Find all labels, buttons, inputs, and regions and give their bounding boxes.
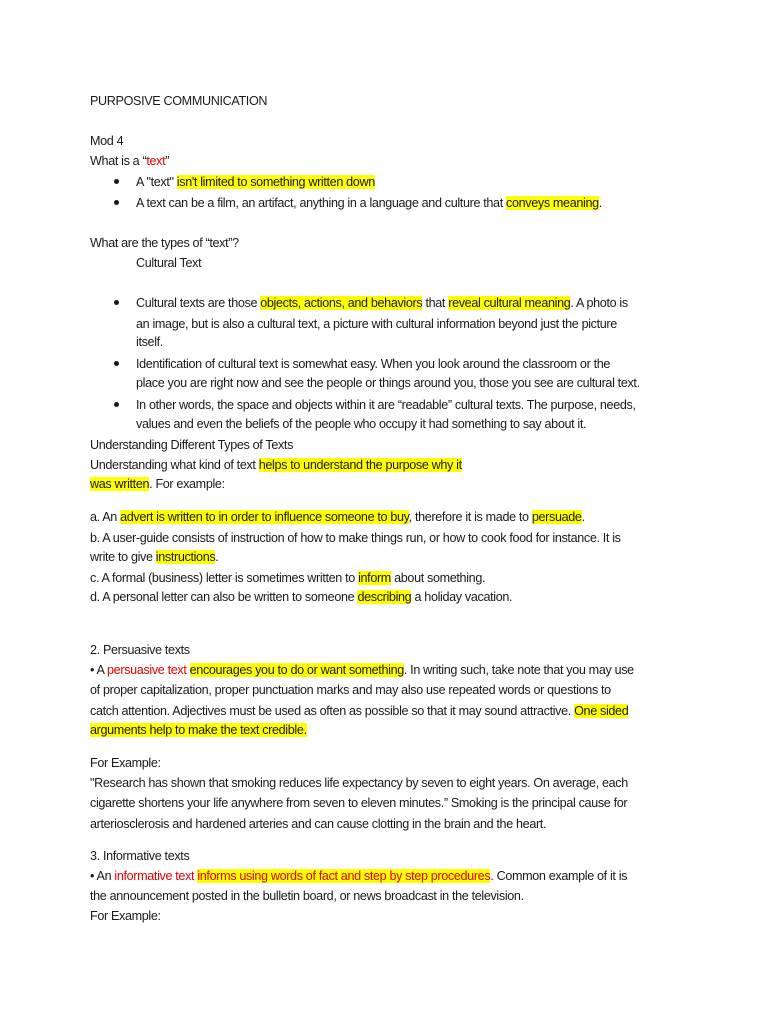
- text-run: Cultural texts are those: [136, 296, 261, 310]
- section-heading: 2. Persuasive texts: [90, 643, 190, 657]
- text-run: c. A formal (business) letter is sometimes written to: [90, 571, 359, 585]
- text-run: Understanding what kind of text: [90, 458, 259, 472]
- bullet-item: [136, 174, 375, 190]
- highlight-text: arguments help to make the text credible.: [90, 723, 307, 737]
- paragraph-line: [90, 703, 628, 719]
- highlight-text: advert is written to in order to influence someone to buy: [120, 510, 409, 524]
- bullet-continuation: place you are right now and see the people or things around you, those you see are cultural text.: [136, 376, 640, 390]
- example-c: [90, 570, 485, 586]
- bullet-continuation: values and even the beliefs of the people who occupy it had something to say about it.: [136, 417, 587, 431]
- paragraph-line: [90, 662, 634, 678]
- highlight-text: reveal cultural meaning: [448, 296, 571, 310]
- section-heading: 3. Informative texts: [90, 849, 190, 863]
- bullet-icon: [114, 356, 122, 364]
- document-title: PURPOSIVE COMMUNICATION: [90, 94, 268, 108]
- bullet-icon: [114, 295, 122, 303]
- text-run: catch attention. Adjectives must be used as often as possible so that it may sound attractive.: [90, 704, 575, 718]
- bullet-item: [136, 295, 628, 311]
- paragraph-line: arteriosclerosis and hardened arteries and can cause clotting in the brain and the heart.: [90, 817, 547, 831]
- example-label: For Example:: [90, 756, 161, 770]
- highlight-text: helps to understand the purpose why it: [258, 458, 462, 472]
- red-term: text: [146, 154, 166, 168]
- question-types-of-text: What are the types of “text”?: [90, 236, 239, 250]
- section-heading: Understanding Different Types of Texts: [90, 438, 294, 452]
- bullet-item: In other words, the space and objects within it are “readable” cultural texts. The purpose, needs,: [136, 398, 636, 412]
- highlight-text: objects, actions, and behaviors: [260, 296, 423, 310]
- bullet-icon: [114, 174, 122, 182]
- module-label: Mod 4: [90, 134, 124, 148]
- example-a: [90, 509, 585, 525]
- text-run: about something.: [390, 571, 486, 585]
- paragraph-line: [90, 457, 462, 473]
- highlight-text: isn't limited to something written down: [176, 175, 375, 189]
- question-text: ”: [165, 154, 170, 168]
- paragraph-line: "Research has shown that smoking reduces life expectancy by seven to eight years. On average, each: [90, 776, 628, 790]
- paragraph-line: [90, 722, 307, 738]
- red-highlight-text: informs using words of fact and step by step procedures: [197, 869, 491, 883]
- highlight-text: was written: [90, 477, 150, 491]
- text-run: , therefore it is made to: [408, 510, 532, 524]
- bullet-icon: [114, 195, 122, 203]
- cultural-text-heading: Cultural Text: [136, 256, 202, 270]
- bullet-item: Identification of cultural text is somewhat easy. When you look around the classroom or the: [136, 357, 611, 371]
- highlight-text: conveys meaning: [506, 196, 599, 210]
- highlight-text: instructions: [155, 550, 216, 564]
- highlight-text: inform: [358, 571, 391, 585]
- text-run: .: [215, 550, 219, 564]
- paragraph-line: the announcement posted in the bulletin board, or news broadcast in the television.: [90, 889, 524, 903]
- text-run: A text can be a film, an artifact, anything in a language and culture that: [136, 196, 507, 210]
- example-label: For Example:: [90, 909, 161, 923]
- bullet-icon: [114, 397, 122, 405]
- question-what-is-text: [90, 153, 169, 169]
- text-run: .: [581, 510, 585, 524]
- paragraph-line: [90, 476, 225, 492]
- red-term: informative text: [114, 869, 195, 883]
- bullet-continuation: an image, but is also a cultural text, a picture with cultural information beyond just the picture: [136, 317, 617, 331]
- highlight-text: One sided: [574, 704, 629, 718]
- text-run: . In writing such, take note that you may use: [403, 663, 634, 677]
- text-run: d. A personal letter can also be written to someone: [90, 590, 358, 604]
- red-term: persuasive text: [107, 663, 187, 677]
- text-run: . A photo is: [570, 296, 628, 310]
- question-text: What is a “: [90, 154, 147, 168]
- example-b-continuation: [90, 549, 218, 565]
- text-run: write to give: [90, 550, 156, 564]
- text-run: • A: [90, 663, 108, 677]
- highlight-text: encourages you to do or want something: [189, 663, 404, 677]
- text-run: .: [598, 196, 602, 210]
- paragraph-line: [90, 868, 627, 884]
- text-run: that: [422, 296, 449, 310]
- bullet-item: [136, 195, 602, 211]
- example-d: [90, 589, 512, 605]
- text-run: . Common example of it is: [490, 869, 628, 883]
- text-run: . For example:: [149, 477, 225, 491]
- paragraph-line: cigarette shortens your life anywhere from seven to eleven minutes.” Smoking is the principal cause for: [90, 796, 628, 810]
- bullet-continuation: itself.: [136, 335, 163, 349]
- paragraph-line: of proper capitalization, proper punctuation marks and may also use repeated words or questions to: [90, 683, 611, 697]
- text-run: a holiday vacation.: [411, 590, 513, 604]
- example-b: b. A user-guide consists of instruction of how to make things run, or how to cook food for instance. It is: [90, 531, 621, 545]
- highlight-text: persuade: [531, 510, 582, 524]
- text-run: a. An: [90, 510, 121, 524]
- text-run: • An: [90, 869, 115, 883]
- highlight-text: describing: [357, 590, 412, 604]
- text-run: A "text": [136, 175, 177, 189]
